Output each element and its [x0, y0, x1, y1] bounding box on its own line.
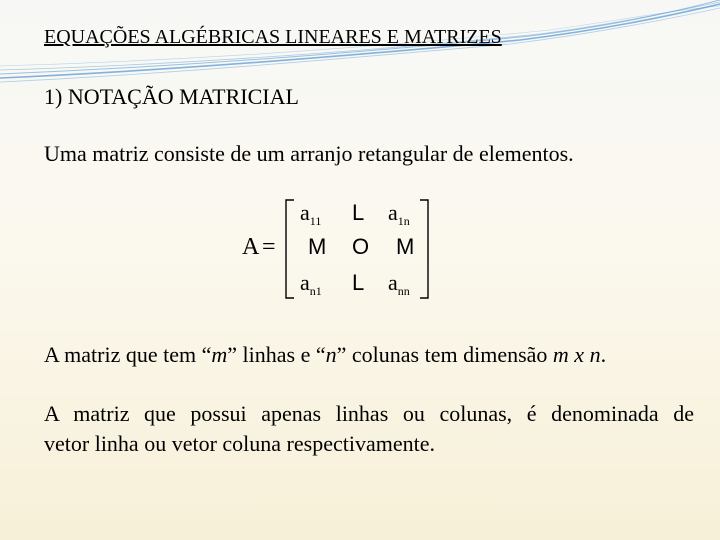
equals-sign: = — [262, 234, 276, 260]
matrix-cell-r2-c2: O — [352, 234, 370, 259]
matrix-cell-r2-c3: M — [396, 234, 415, 259]
left-bracket — [286, 200, 294, 298]
vector-paragraph — [44, 399, 694, 459]
matrix-cell-r2-c1: M — [308, 234, 327, 259]
matrix-equation — [238, 194, 438, 304]
dimension-text-3: ” colunas tem dimensão — [336, 342, 553, 367]
dimension-text-2: ” linhas e “ — [227, 342, 326, 367]
dimension-paragraph — [44, 342, 606, 368]
vector-line-2: vetor linha ou vetor coluna respectivamente. — [44, 431, 435, 456]
matrix-cell-r3-c3: $a_{nn}$ — [388, 270, 410, 298]
dimension-mxn: m x n — [552, 342, 601, 367]
matrix-cell-r3-c2: L — [352, 270, 365, 295]
matrix-cell-r3-c1: $a_{n1}$ — [300, 270, 322, 298]
matrix-cell-subscript: 11 — [309, 214, 322, 228]
slide-title: EQUAÇÕES ALGÉBRICAS LINEARES E MATRIZES — [44, 26, 502, 48]
dimension-text-1: A matriz que tem “ — [44, 342, 212, 367]
definition-paragraph: Uma matriz consiste de um arranjo retangular de elementos. — [44, 141, 574, 166]
dimension-period: . — [600, 342, 607, 367]
matrix-cell-r1-c1: $a_{11}$ — [300, 200, 322, 228]
vector-line-1: A matriz que possui apenas linhas ou colunas, é denominada de — [44, 401, 694, 426]
section-heading: 1) NOTAÇÃO MATRICIAL — [44, 84, 299, 109]
dimension-n: n — [325, 342, 337, 367]
matrix-cell-r1-c2: L — [352, 200, 365, 225]
matrix-cell-subscript: n1 — [309, 284, 322, 298]
matrix-cell-r1-c3: $a_{1n}$ — [388, 200, 410, 228]
right-bracket — [420, 200, 428, 298]
matrix-cell-subscript: 1n — [397, 214, 410, 228]
matrix-cell-subscript: nn — [397, 284, 410, 298]
matrix-name: A — [242, 234, 260, 260]
dimension-m: m — [211, 342, 228, 367]
